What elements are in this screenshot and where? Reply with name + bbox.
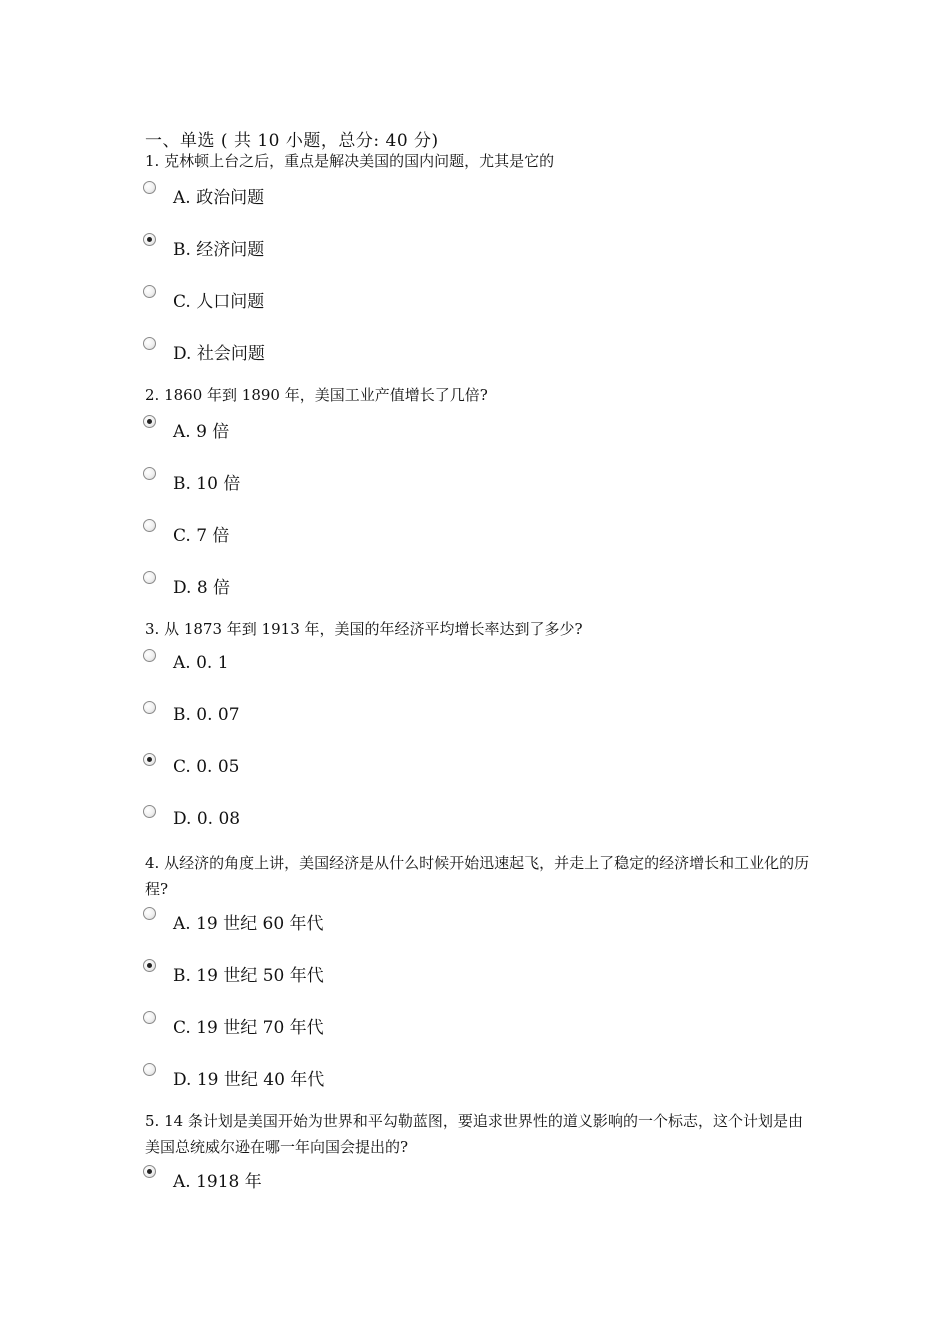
- radio-button[interactable]: [143, 571, 156, 584]
- option-row[interactable]: [143, 468, 240, 494]
- radio-button-selected[interactable]: [143, 1165, 156, 1178]
- option-label: C. 0. 05: [173, 757, 240, 777]
- radio-button[interactable]: [143, 649, 156, 662]
- radio-button[interactable]: [143, 181, 156, 194]
- option-label: C. 7 倍: [173, 525, 230, 546]
- option-label: D. 0. 08: [173, 809, 241, 829]
- radio-button[interactable]: [143, 907, 156, 920]
- option-label: B. 10 倍: [173, 473, 241, 494]
- option-row[interactable]: [143, 286, 264, 312]
- option-label: D. 8 倍: [173, 577, 231, 598]
- question-text: 5. 14 条计划是美国开始为世界和平勾勒蓝图，要追求世界性的道义影响的一个标志，这个计划是由美国总统威尔逊在哪一年向国会提出的?: [145, 1112, 803, 1156]
- radio-button-selected[interactable]: [143, 233, 156, 246]
- option-row[interactable]: [143, 416, 229, 442]
- question-text: 1. 克林顿上台之后，重点是解决美国的国内问题，尤其是它的: [145, 152, 555, 170]
- option-row[interactable]: [143, 338, 265, 364]
- radio-button[interactable]: [143, 519, 156, 532]
- question-text: 4. 从经济的角度上讲，美国经济是从什么时候开始迅速起飞，并走上了稳定的经济增长和工业化的历程?: [145, 854, 810, 898]
- radio-button[interactable]: [143, 337, 156, 350]
- radio-button[interactable]: [143, 805, 156, 818]
- option-row[interactable]: [143, 960, 324, 986]
- option-row[interactable]: [143, 234, 264, 260]
- option-label: D. 19 世纪 40 年代: [173, 1069, 325, 1090]
- option-label: C. 19 世纪 70 年代: [173, 1017, 324, 1038]
- option-label: A. 19 世纪 60 年代: [173, 913, 324, 934]
- option-label: B. 19 世纪 50 年代: [173, 965, 324, 986]
- option-label: A. 9 倍: [173, 421, 230, 442]
- radio-button[interactable]: [143, 1063, 156, 1076]
- radio-button[interactable]: [143, 1011, 156, 1024]
- option-label: D. 社会问题: [173, 343, 265, 364]
- option-row[interactable]: [143, 702, 240, 728]
- radio-button[interactable]: [143, 285, 156, 298]
- radio-button[interactable]: [143, 701, 156, 714]
- option-label: A. 政治问题: [173, 187, 265, 208]
- option-label: A. 1918 年: [173, 1171, 262, 1192]
- question-text: 3. 从 1873 年到 1913 年，美国的年经济平均增长率达到了多少?: [145, 620, 583, 638]
- option-row[interactable]: [143, 908, 324, 934]
- radio-button-selected[interactable]: [143, 959, 156, 972]
- option-label: A. 0. 1: [173, 653, 229, 673]
- option-label: B. 经济问题: [173, 239, 265, 260]
- option-row[interactable]: [143, 182, 264, 208]
- option-row[interactable]: [143, 650, 229, 676]
- option-row[interactable]: [143, 1064, 324, 1090]
- option-label: C. 人口问题: [173, 291, 265, 312]
- section-title: 一、单选 ( 共 10 小题，总分: 40 分): [145, 131, 439, 151]
- option-label: B. 0. 07: [173, 705, 240, 725]
- radio-button-selected[interactable]: [143, 753, 156, 766]
- option-row[interactable]: [143, 1012, 324, 1038]
- question-text: 2. 1860 年到 1890 年，美国工业产值增长了几倍?: [145, 386, 488, 404]
- option-row[interactable]: [143, 520, 229, 546]
- option-row[interactable]: [143, 754, 239, 780]
- option-row[interactable]: [143, 572, 230, 598]
- radio-button[interactable]: [143, 467, 156, 480]
- option-row[interactable]: [143, 806, 240, 832]
- radio-button-selected[interactable]: [143, 415, 156, 428]
- option-row[interactable]: [143, 1166, 262, 1192]
